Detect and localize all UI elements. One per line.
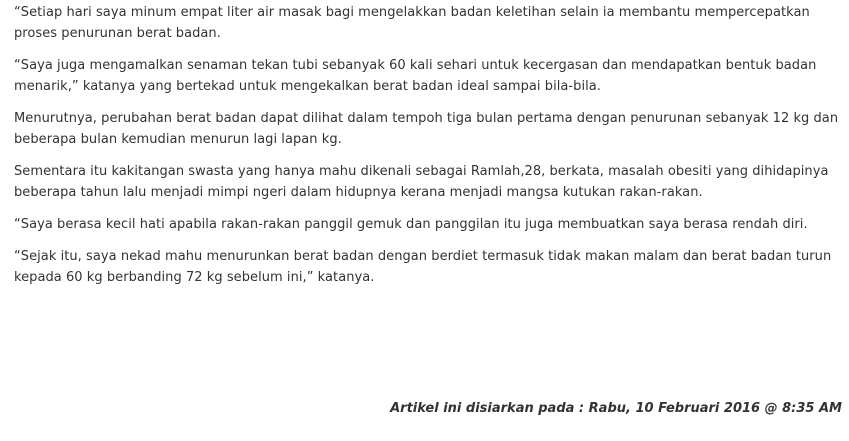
article-paragraph-2: “Saya juga mengamalkan senaman tekan tubi sebanyak 60 kali sehari untuk kecergasan dan mendapatkan bentuk badan menarik,” katanya yang bertekad untuk mengekalkan berat badan ideal sampai bila-bila. bbox=[14, 58, 817, 94]
article-paragraph-3: Menurutnya, perubahan berat badan dapat dilihat dalam tempoh tiga bulan pertama dengan penurunan sebanyak 12 kg dan beberapa bulan kemudian menurun lagi lapan kg. bbox=[14, 111, 839, 147]
published-date-note: Artikel ini disiarkan pada : Rabu, 10 Februari 2016 @ 8:35 AM bbox=[390, 401, 842, 416]
article-paragraph-5: “Saya berasa kecil hati apabila rakan-rakan panggil gemuk dan panggilan itu juga membuatkan saya berasa rendah diri. bbox=[14, 217, 808, 232]
article-paragraph-1: “Setiap hari saya minum empat liter air masak bagi mengelakkan badan keletihan selain ia membantu mempercepatkan proses penurunan berat badan. bbox=[14, 5, 810, 41]
article-paragraph-6: “Sejak itu, saya nekad mahu menurunkan berat badan dengan berdiet termasuk tidak makan malam dan berat badan turun kepada 60 kg berbanding 72 kg sebelum ini,” katanya. bbox=[14, 249, 832, 285]
article-paragraph-4: Sementara itu kakitangan swasta yang hanya mahu dikenali sebagai Ramlah,28, berkata, masalah obesiti yang dihidapinya beberapa tahun lalu menjadi mimpi ngeri dalam hidupnya kerana menjadi mangsa kutukan rakan-rakan. bbox=[14, 164, 829, 200]
article-body bbox=[14, 0, 844, 299]
